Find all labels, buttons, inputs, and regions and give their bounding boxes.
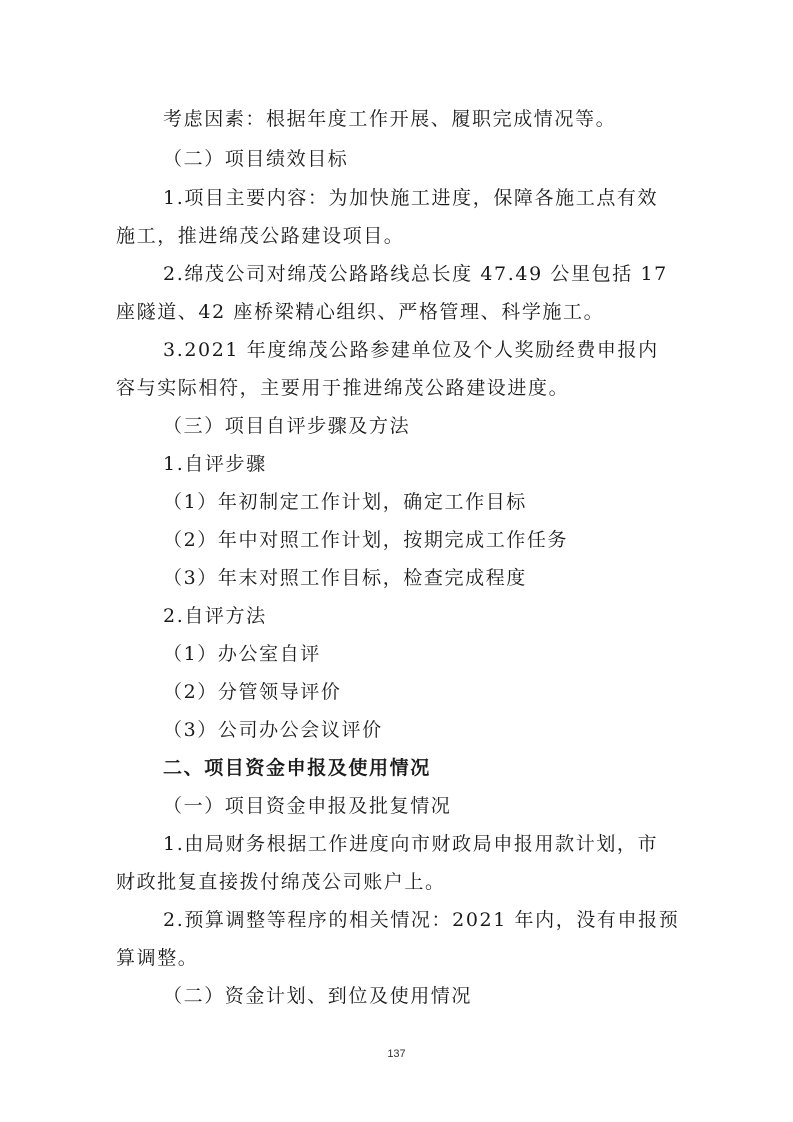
list-item: （1）办公室自评 <box>163 643 321 665</box>
list-item: （2）分管领导评价 <box>163 681 342 703</box>
subheading: （二）资金计划、到位及使用情况 <box>163 985 473 1007</box>
subheading: （三）项目自评步骤及方法 <box>163 415 411 437</box>
paragraph-line: 1.自评步骤 <box>163 453 267 475</box>
paragraph-line: 1.由局财务根据工作进度向市财政局申报用款计划，市 <box>163 833 659 855</box>
paragraph-line: 座隧道、42 座桥梁精心组织、严格管理、科学施工。 <box>116 301 605 323</box>
paragraph-line: 财政批复直接拨付绵茂公司账户上。 <box>116 871 446 893</box>
list-item: （3）年末对照工作目标，检查完成程度 <box>163 567 527 589</box>
paragraph-line: 容与实际相符，主要用于推进绵茂公路建设进度。 <box>116 377 570 399</box>
paragraph-line: 3.2021 年度绵茂公路参建单位及个人奖励经费申报内 <box>163 339 659 361</box>
section-heading: 二、项目资金申报及使用情况 <box>163 757 431 779</box>
paragraph-line: 算调整。 <box>116 947 199 969</box>
paragraph-line: 2.自评方法 <box>163 605 267 627</box>
paragraph-line: 施工，推进绵茂公路建设项目。 <box>116 225 405 247</box>
list-item: （2）年中对照工作计划，按期完成工作任务 <box>163 529 569 551</box>
paragraph-line: 2.绵茂公司对绵茂公路路线总长度 47.49 公里包括 17 <box>163 263 668 285</box>
list-item: （3）公司办公会议评价 <box>163 719 383 741</box>
subheading: （二）项目绩效目标 <box>163 148 349 170</box>
list-item: （1）年初制定工作计划，确定工作目标 <box>163 491 527 513</box>
page-number: 137 <box>387 1048 406 1060</box>
paragraph-line: 2.预算调整等程序的相关情况：2021 年内，没有申报预 <box>163 909 680 931</box>
paragraph-line: 1.项目主要内容：为加快施工进度，保障各施工点有效 <box>163 187 659 209</box>
paragraph-line: 考虑因素：根据年度工作开展、履职完成情况等。 <box>163 108 617 130</box>
subheading: （一）项目资金申报及批复情况 <box>163 795 452 817</box>
